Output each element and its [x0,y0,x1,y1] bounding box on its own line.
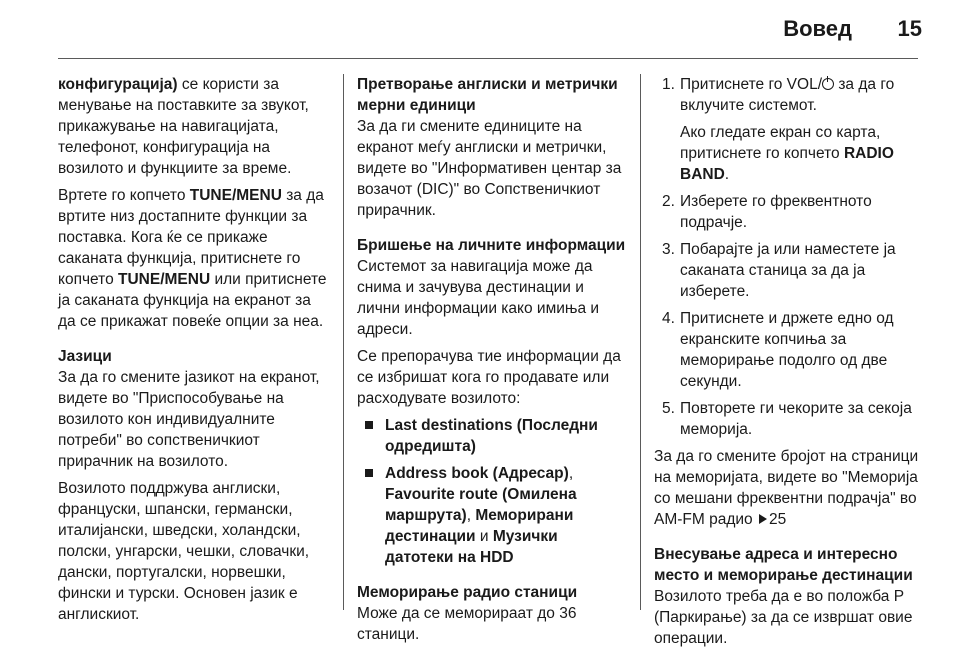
power-icon [822,78,834,90]
heading-radio-presets: Меморирање радио станици [357,584,578,601]
paragraph: Може да се меморираат до 36 станици. [357,605,577,643]
list-item: 4. Притиснете и држете едно од екранските копчиња за меморирање подолго од две секунди. [662,310,894,390]
paragraph: Се препорачува тие информации да се избришат кога го продавате или расходувате возилото: [357,348,621,407]
section-title: Вовед [783,16,852,41]
paragraph: Системот за навигација може да снима и зачувува дестинации и лични информации како имиња и адреси. [357,258,600,338]
paragraph: Ако гледате екран со карта, притиснете го копчето RADIO BAND. [680,124,894,183]
paragraph: конфигурација) се користи за менување на поставките за звукот, прикажување на навигацијата, телефонот, конфигурација на возилото и функциите за време. [58,76,309,177]
paragraph: Возилото треба да е во положба P (Паркирање) за да се извршат овие операции. [654,588,913,647]
paragraph: Возилото поддржува англиски, француски, шпански, германски, италијански, шведски, холандски, полски, унгарски, чешки, словачки, дански, португалски, норвешки, фински и турски. Основен јазик е англискиот. [58,480,310,623]
heading-delete-info: Бришење на личните информации [357,237,626,254]
list-item: 2. Изберете го фреквентното подрачје. [662,193,872,231]
list-item: 1. Притиснете го VOL/ за да го вклучите системот. [662,76,895,114]
page-header [0,0,960,60]
heading-languages: Јазици [58,348,112,365]
column-right [654,74,926,655]
page-reference-icon [759,514,767,524]
heading-address-entry: Внесување адреса и интересно место и меморирање дестинации [654,546,913,584]
heading-units: Претворање англиски и метрички мерни единици [357,76,618,114]
list-item: 3. Побарајте ја или наместете ја саканата станица за да ја изберете. [662,241,896,300]
column-middle [357,74,629,651]
page-number: 15 [897,16,922,41]
paragraph: Вртете го копчето TUNE/MENU за да вртите низ достапните функции за поставка. Кога ќе се прикаже саканата функција, притиснете го копчето TUNE/MENU или притиснете ја саканата функција на екранот за да се прикажат повеќе опции за неа. [58,187,327,330]
bullet-icon [365,421,373,429]
paragraph: За да го смените јазикот на екранот, видете во "Приспособување на возилото кон индивидуалните потреби" во сопственичкиот прирачник на возилото. [58,369,320,470]
column-divider [343,74,344,610]
column-divider [640,74,641,610]
bullet-icon [365,469,373,477]
list-item: Address book (Адресар), Favourite route (Омилена маршрута), Меморирани дестинации и Музички датотеки на HDD [357,463,629,568]
column-left [58,74,330,631]
list-item: 5. Повторете ги чекорите за секоја меморија. [662,400,912,438]
header-rule [58,58,918,59]
paragraph: За да го смените бројот на страници на меморијата, видете во "Меморија со мешани фреквентни подрачја" во AM-FM радио 25 [654,448,919,528]
list-item: Last destinations (Последни одредишта) [357,415,629,457]
paragraph: За да ги смените единиците на екранот меѓу англиски и метрички, видете во "Информативен центар за возачот (DIC)" во Сопственичкиот прирачник. [357,118,622,219]
